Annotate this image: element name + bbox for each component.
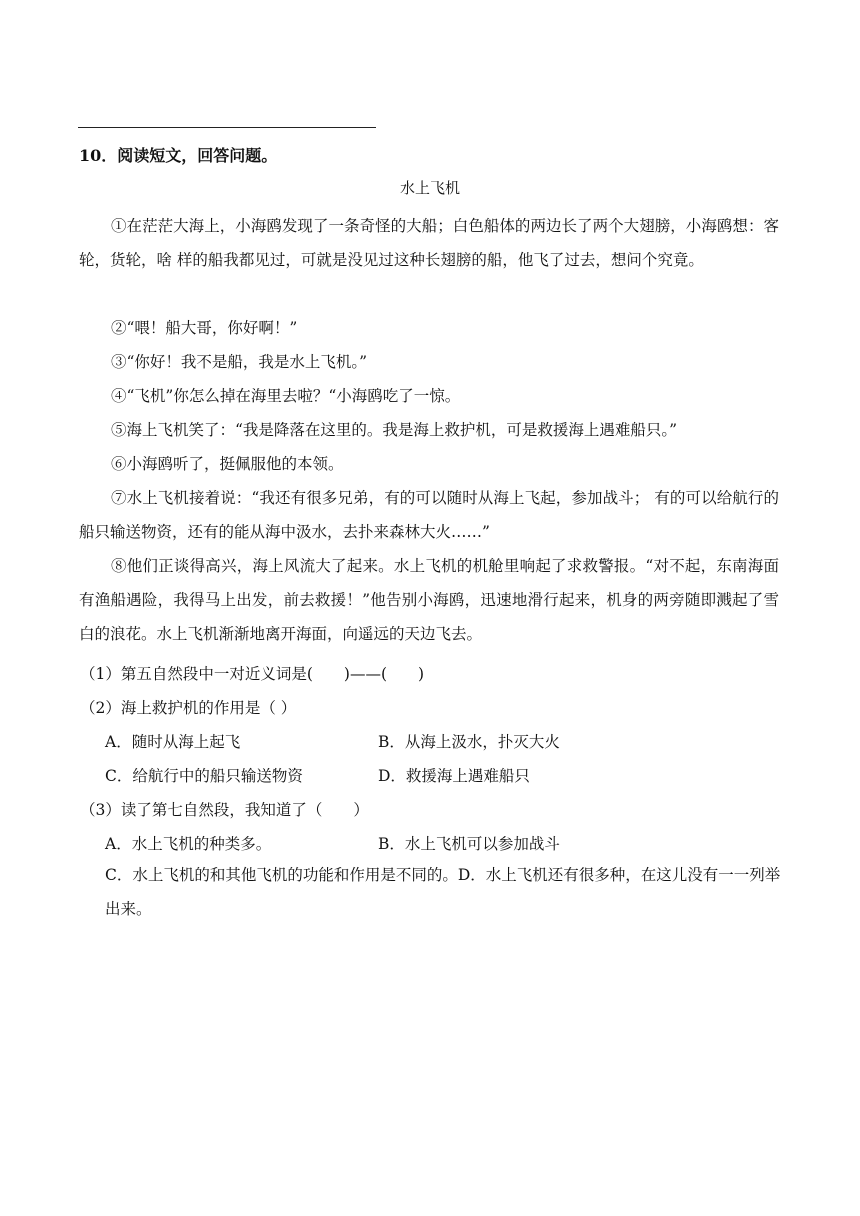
q3-options-c-d: C．水上飞机的和其他飞机的功能和作用是不同的。D．水上飞机还有很多种，在这儿没有一一列举出来。 <box>105 866 781 918</box>
question-2: （2）海上救护机的作用是（ ） <box>80 699 297 717</box>
q2-option-c: C．给航行中的船只输送物资 <box>105 767 303 785</box>
paragraph-8: ⑧他们正谈得高兴，海上风流大了起来。水上飞机的机舱里响起了求救警报。“对不起，东南海面有渔船遇险，我得马上出发，前去救援！”他告别小海鸥，迅速地滑行起来，机身的两旁随即溅起了雪白的浪花。水上飞机渐渐地离开海面，向遥远的天边飞去。 <box>79 557 779 643</box>
paragraph-6: ⑥小海鸥听了，挺佩服他的本领。 <box>111 455 344 473</box>
paragraph-1: ①在茫茫大海上，小海鸥发现了一条奇怪的大船；白色船体的两边长了两个大翅膀，小海鸥想：客轮，货轮，啥 样的船我都见过，可就是没见过这种长翅膀的船，他飞了过去，想问个究竟。 <box>79 217 779 269</box>
q3-option-b: B．水上飞机可以参加战斗 <box>378 835 560 853</box>
passage-title: 水上飞机 <box>399 179 460 197</box>
question-title: 10．阅读短文，回答问题。 <box>79 146 278 165</box>
header-rule <box>78 127 376 128</box>
paragraph-4: ④“飞机”你怎么掉在海里去啦？“小海鸥吃了一惊。 <box>111 387 461 405</box>
paragraph-7: ⑦水上飞机接着说：“我还有很多兄弟，有的可以随时从海上飞起，参加战斗； 有的可以给航行的船只输送物资，还有的能从海中汲水，去扑来森林大火……” <box>79 489 779 541</box>
paragraph-2: ②“喂！船大哥，你好啊！” <box>111 319 298 337</box>
q2-option-d: D．救援海上遇难船只 <box>378 767 530 785</box>
q2-option-a: A．随时从海上起飞 <box>105 733 241 751</box>
paragraph-5: ⑤海上飞机笑了：“我是降落在这里的。我是海上救护机，可是救援海上遇难船只。” <box>111 421 678 439</box>
question-3: （3）读了第七自然段，我知道了（ ） <box>80 801 369 819</box>
question-1: （1）第五自然段中一对近义词是( )——( ) <box>80 665 425 683</box>
q2-option-b: B．从海上汲水，扑灭大火 <box>378 733 560 751</box>
paragraph-3: ③“你好！我不是船，我是水上飞机。” <box>111 353 368 371</box>
q3-option-a: A．水上飞机的种类多。 <box>105 835 272 853</box>
